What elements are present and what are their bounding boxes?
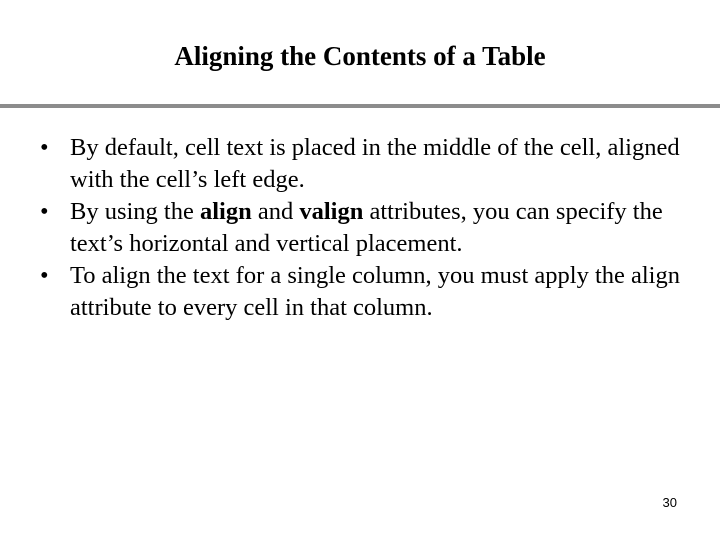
bullet-text-part: attributes, you can specify the text’s horizontal and vertical placement. [70, 198, 663, 257]
bullet-item-default-placement [0, 132, 720, 196]
bullet-item-align-valign [0, 196, 720, 260]
bullet-list [0, 132, 720, 324]
bullet-text-part: and [251, 198, 300, 225]
bullet-text-part: By using the [70, 198, 200, 225]
bullet-text: By default, cell text is placed in the middle of the cell, aligned with the cell’s left edge. [70, 134, 680, 193]
slide-title: Aligning the Contents of a Table [174, 41, 546, 71]
page-number: 30 [662, 495, 677, 510]
bullet-item-single-column [0, 260, 720, 324]
title-divider [0, 104, 720, 108]
keyword-align: align [200, 198, 252, 225]
bullet-text: To align the text for a single column, you must apply the align attribute to every cell in that column. [70, 262, 680, 321]
bullet-icon: • [40, 198, 49, 225]
bullet-icon: • [40, 262, 49, 289]
bullet-icon: • [40, 134, 49, 161]
keyword-valign: valign [299, 198, 364, 225]
